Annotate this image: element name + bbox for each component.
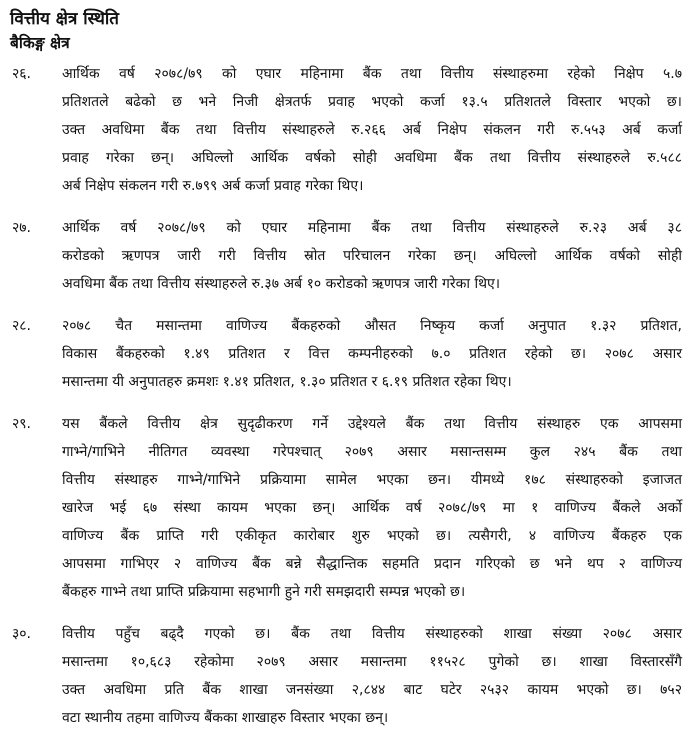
paragraph-text [62,214,682,298]
paragraph-line: यस बैंकले वित्तीय क्षेत्र सुदृढीकरण गर्ने उद्देश्यले बैंक तथा वित्तीय संस्थाहरु एक आपसमा [62,416,682,432]
paragraph-line: गाभ्ने/गाभिने नीतिगत व्यवस्था गरेपश्चात् २०७९ असार मसान्तसम्म कुल २४५ बैंक तथा [62,444,682,460]
paragraph-line: वाणिज्य बैंक प्राप्ति गरी एकीकृत कारोबार शुरु भएको छ। त्यसैगरी, ४ वाणिज्य बैंकहरु एक [62,528,682,544]
numbered-paragraph [10,620,682,732]
paragraph-line: उक्त अवधिमा बैंक तथा वित्तीय संस्थाहरुले रु.२६६ अर्ब निक्षेप संकलन गरी रु.५५३ अर्ब कर्जा [62,122,682,138]
paragraph-number: २८. [12,318,32,334]
paragraph-line: खारेज भई ६७ संस्था कायम भएका छन्। आर्थिक वर्ष २०७८/७९ मा १ वाणिज्य बैंकले अर्को [62,500,682,516]
paragraph-line: वटा स्थानीय तहमा वाणिज्य बैंकका शाखाहरु विस्तार भएका छन्। [62,710,389,726]
paragraph-line: आर्थिक वर्ष २०७८/७९ को एघार महिनामा बैंक तथा वित्तीय संस्थाहरुले रु.२३ अर्ब ३८ [62,220,682,236]
paragraph-line: मसान्तमा यी अनुपातहरु क्रमशः १.४१ प्रतिशत, १.३० प्रतिशत र ६.१९ प्रतिशत रहेका थिए। [62,374,512,390]
paragraph-line: उक्त अवधिमा प्रति बैंक शाखा जनसंख्या २,८४४ बाट घटेर २५३२ कायम भएको छ। ७५२ [62,682,682,698]
paragraph-line: अवधिमा बैंक तथा वित्तीय संस्थाहरुले रु.३७ अर्ब १० करोडको ऋणपत्र जारी गरेका थिए। [62,276,501,292]
numbered-paragraph [10,214,682,298]
paragraph-number: २९. [12,416,32,432]
paragraph-text [62,60,682,200]
numbered-paragraph [10,410,682,606]
paragraph-text [62,620,682,732]
section-title: वित्तीय क्षेत्र स्थिति [10,9,119,29]
numbered-paragraph [10,312,682,396]
paragraph-line: अर्ब निक्षेप संकलन गरी रु.७९९ अर्ब कर्जा प्रवाह गरेका थिए। [62,178,364,194]
paragraph-line: विकास बैंकहरुको १.४९ प्रतिशत र वित्त कम्पनीहरुको ७.० प्रतिशत रहेको छ। २०७८ असार [62,346,682,362]
paragraph-line: बैंकहरु गाभ्ने तथा प्राप्ति प्रक्रियामा सहभागी हुने गरी समझदारी सम्पन्न भएको छ। [62,584,466,600]
paragraph-line: वित्तीय पहुँच बढ्दै गएको छ। बैंक तथा वित्तीय संस्थाहरुको शाखा संख्या २०७८ असार [62,626,682,642]
paragraph-list [10,60,682,732]
paragraph-text [62,312,682,396]
paragraph-line: आपसमा गाभिएर २ वाणिज्य बैंक बन्ने सैद्धान्तिक सहमति प्रदान गरिएको छ भने थप २ वाणिज्य [62,556,682,572]
paragraph-number: २६. [12,66,32,82]
paragraph-line: आर्थिक वर्ष २०७८/७९ को एघार महिनामा बैंक तथा वित्तीय संस्थाहरुमा रहेको निक्षेप ५.७ [62,66,682,82]
paragraph-line: प्रतिशतले बढेको छ भने निजी क्षेत्रतर्फ प्रवाह भएको कर्जा १३.५ प्रतिशतले विस्तार भएको छ। [62,94,682,110]
paragraph-text [62,410,682,606]
paragraph-line: २०७८ चैत मसान्तमा वाणिज्य बैंकहरुको औसत निष्कृय कर्जा अनुपात १.३२ प्रतिशत, [62,318,682,334]
paragraph-number: २७. [12,220,32,236]
paragraph-line: मसान्तमा १०,६८३ रहेकोमा २०७९ असार मसान्तमा ११५२८ पुगेको छ। शाखा विस्तारसँगै [62,654,682,670]
section-subtitle: बैकिङ्ग क्षेत्र [10,34,70,52]
numbered-paragraph [10,60,682,200]
paragraph-line: प्रवाह गरेका छन्। अघिल्लो आर्थिक वर्षको सोही अवधिमा बैंक तथा वित्तीय संस्थाहरुले रु.५८८ [62,150,682,166]
paragraph-number: ३०. [12,626,32,642]
paragraph-line: करोडको ऋणपत्र जारी गरी वित्तीय स्रोत परिचालन गरेका छन्। अघिल्लो आर्थिक वर्षको सोही [62,248,682,264]
paragraph-line: वित्तीय संस्थाहरु गाभ्ने/गाभिने प्रक्रियामा सामेल भएका छन। यीमध्ये १७८ संस्थाहरुको इजाजत [62,472,682,488]
